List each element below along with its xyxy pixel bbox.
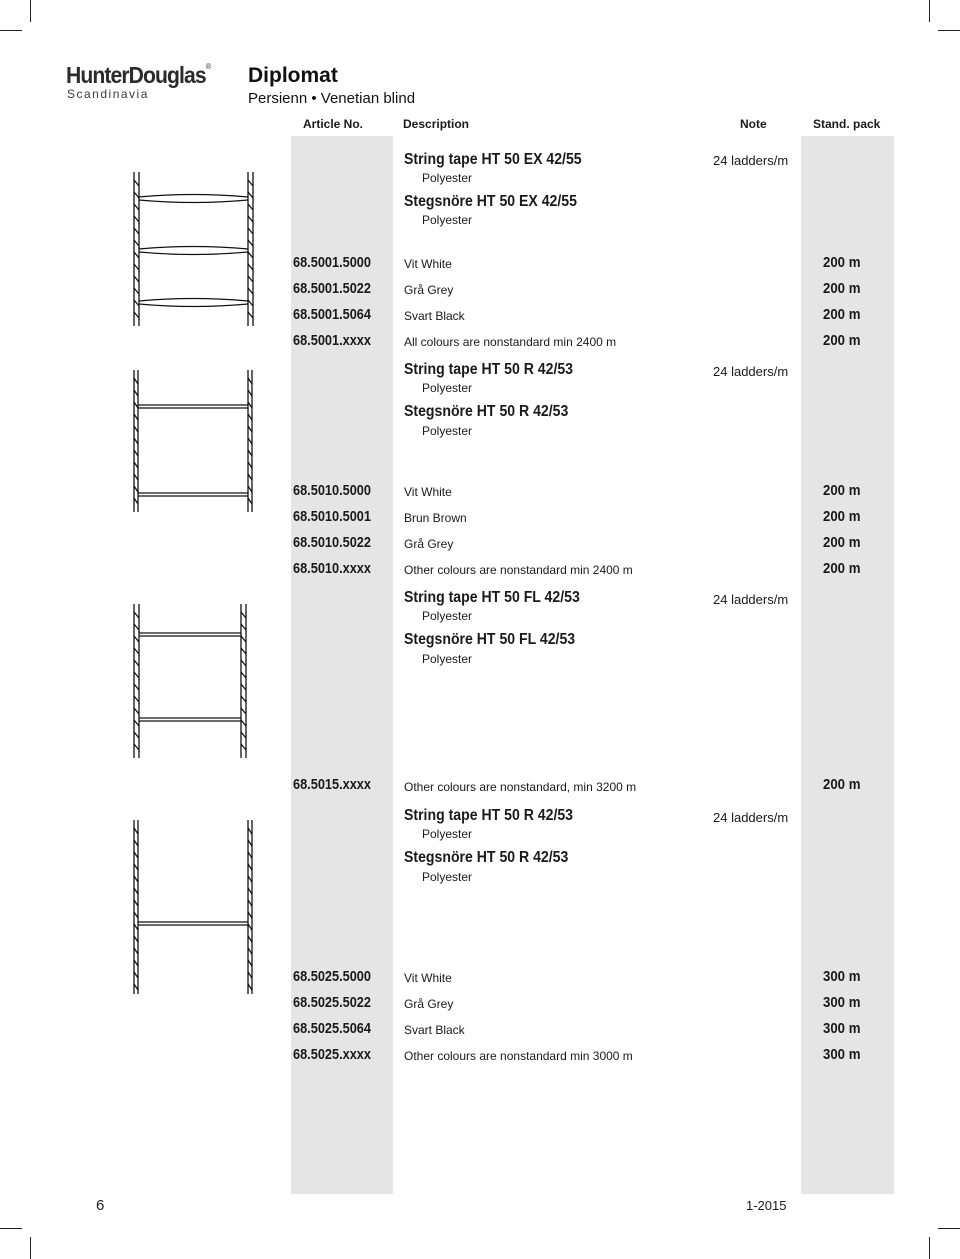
stand-pack: 300 m: [823, 1020, 861, 1037]
stand-pack: 200 m: [823, 332, 861, 349]
section-title-en: String tape HT 50 FL 42/53: [404, 589, 580, 606]
row-description: Grå Grey: [404, 997, 454, 1011]
crop-mark: [0, 1228, 22, 1229]
stand-pack: 300 m: [823, 1046, 861, 1063]
string-ladder-r-icon: [128, 368, 260, 514]
row-description: Vit White: [404, 257, 452, 271]
article-number: 68.5025.xxxx: [293, 1046, 372, 1063]
crop-mark: [30, 1237, 31, 1259]
page-title: Diplomat: [248, 64, 338, 87]
section-title-sv: Stegsnöre HT 50 R 42/53: [404, 403, 569, 420]
stand-pack: 200 m: [823, 508, 861, 525]
stand-pack: 200 m: [823, 482, 861, 499]
column-header-pack: Stand. pack: [813, 117, 881, 131]
article-number: 68.5025.5022: [293, 994, 372, 1011]
section-material: Polyester: [422, 171, 473, 185]
article-number: 68.5001.5064: [293, 306, 372, 323]
row-description: Grå Grey: [404, 283, 454, 297]
article-number: 68.5010.5000: [293, 482, 372, 499]
article-number: 68.5025.5064: [293, 1020, 372, 1037]
section-material: Polyester: [422, 870, 473, 884]
section-material: Polyester: [422, 652, 473, 666]
row-description: Vit White: [404, 971, 452, 985]
crop-mark: [929, 0, 930, 22]
row-description: Other colours are nonstandard, min 3200 m: [404, 780, 637, 794]
stand-pack: 200 m: [823, 254, 861, 271]
section-note: 24 ladders/m: [713, 153, 789, 168]
stand-pack: 300 m: [823, 994, 861, 1011]
section-material: Polyester: [422, 827, 473, 841]
column-header-description: Description: [403, 117, 470, 131]
crop-mark: [938, 30, 960, 31]
section-title-en: String tape HT 50 R 42/53: [404, 807, 574, 824]
article-number: 68.5025.5000: [293, 968, 372, 985]
crop-mark: [0, 30, 22, 31]
string-ladder-fl-icon: [128, 602, 260, 760]
row-description: Other colours are nonstandard min 3000 m: [404, 1049, 633, 1063]
crop-mark: [30, 0, 31, 22]
stand-pack: 200 m: [823, 280, 861, 297]
row-description: All colours are nonstandard min 2400 m: [404, 335, 617, 349]
row-description: Svart Black: [404, 1023, 465, 1037]
article-number: 68.5001.5022: [293, 280, 372, 297]
string-ladder-ex-icon: [128, 170, 260, 328]
row-description: Grå Grey: [404, 537, 454, 551]
row-description: Brun Brown: [404, 511, 467, 525]
row-description: Other colours are nonstandard min 2400 m: [404, 563, 633, 577]
crop-mark: [929, 1237, 930, 1259]
article-number: 68.5015.xxxx: [293, 776, 372, 793]
article-number: 68.5001.5000: [293, 254, 372, 271]
stand-pack: 200 m: [823, 306, 861, 323]
brand-logo: HunterDouglas®: [66, 62, 211, 88]
page-subtitle: Persienn • Venetian blind: [248, 90, 416, 107]
stand-pack: 200 m: [823, 534, 861, 551]
section-material: Polyester: [422, 213, 473, 227]
section-note: 24 ladders/m: [713, 810, 789, 825]
section-title-sv: Stegsnöre HT 50 EX 42/55: [404, 193, 577, 210]
column-header-note: Note: [740, 117, 767, 131]
page-number: 6: [96, 1197, 105, 1214]
column-header-article: Article No.: [303, 117, 364, 131]
brand-region: Scandinavia: [67, 87, 149, 101]
footer-date: 1-2015: [746, 1198, 787, 1213]
section-title-en: String tape HT 50 R 42/53: [404, 361, 574, 378]
string-ladder-r-icon: [128, 818, 260, 996]
section-title-sv: Stegsnöre HT 50 FL 42/53: [404, 631, 576, 648]
stand-pack: 200 m: [823, 776, 861, 793]
stand-pack: 300 m: [823, 968, 861, 985]
section-note: 24 ladders/m: [713, 364, 789, 379]
row-description: Vit White: [404, 485, 452, 499]
section-title-en: String tape HT 50 EX 42/55: [404, 151, 582, 168]
section-material: Polyester: [422, 609, 473, 623]
article-number: 68.5010.xxxx: [293, 560, 372, 577]
crop-mark: [938, 1228, 960, 1229]
row-description: Svart Black: [404, 309, 465, 323]
article-number: 68.5010.5001: [293, 508, 372, 525]
section-note: 24 ladders/m: [713, 592, 789, 607]
article-number: 68.5001.xxxx: [293, 332, 372, 349]
stand-pack: 200 m: [823, 560, 861, 577]
section-material: Polyester: [422, 381, 473, 395]
section-title-sv: Stegsnöre HT 50 R 42/53: [404, 849, 569, 866]
article-number: 68.5010.5022: [293, 534, 372, 551]
section-material: Polyester: [422, 424, 473, 438]
